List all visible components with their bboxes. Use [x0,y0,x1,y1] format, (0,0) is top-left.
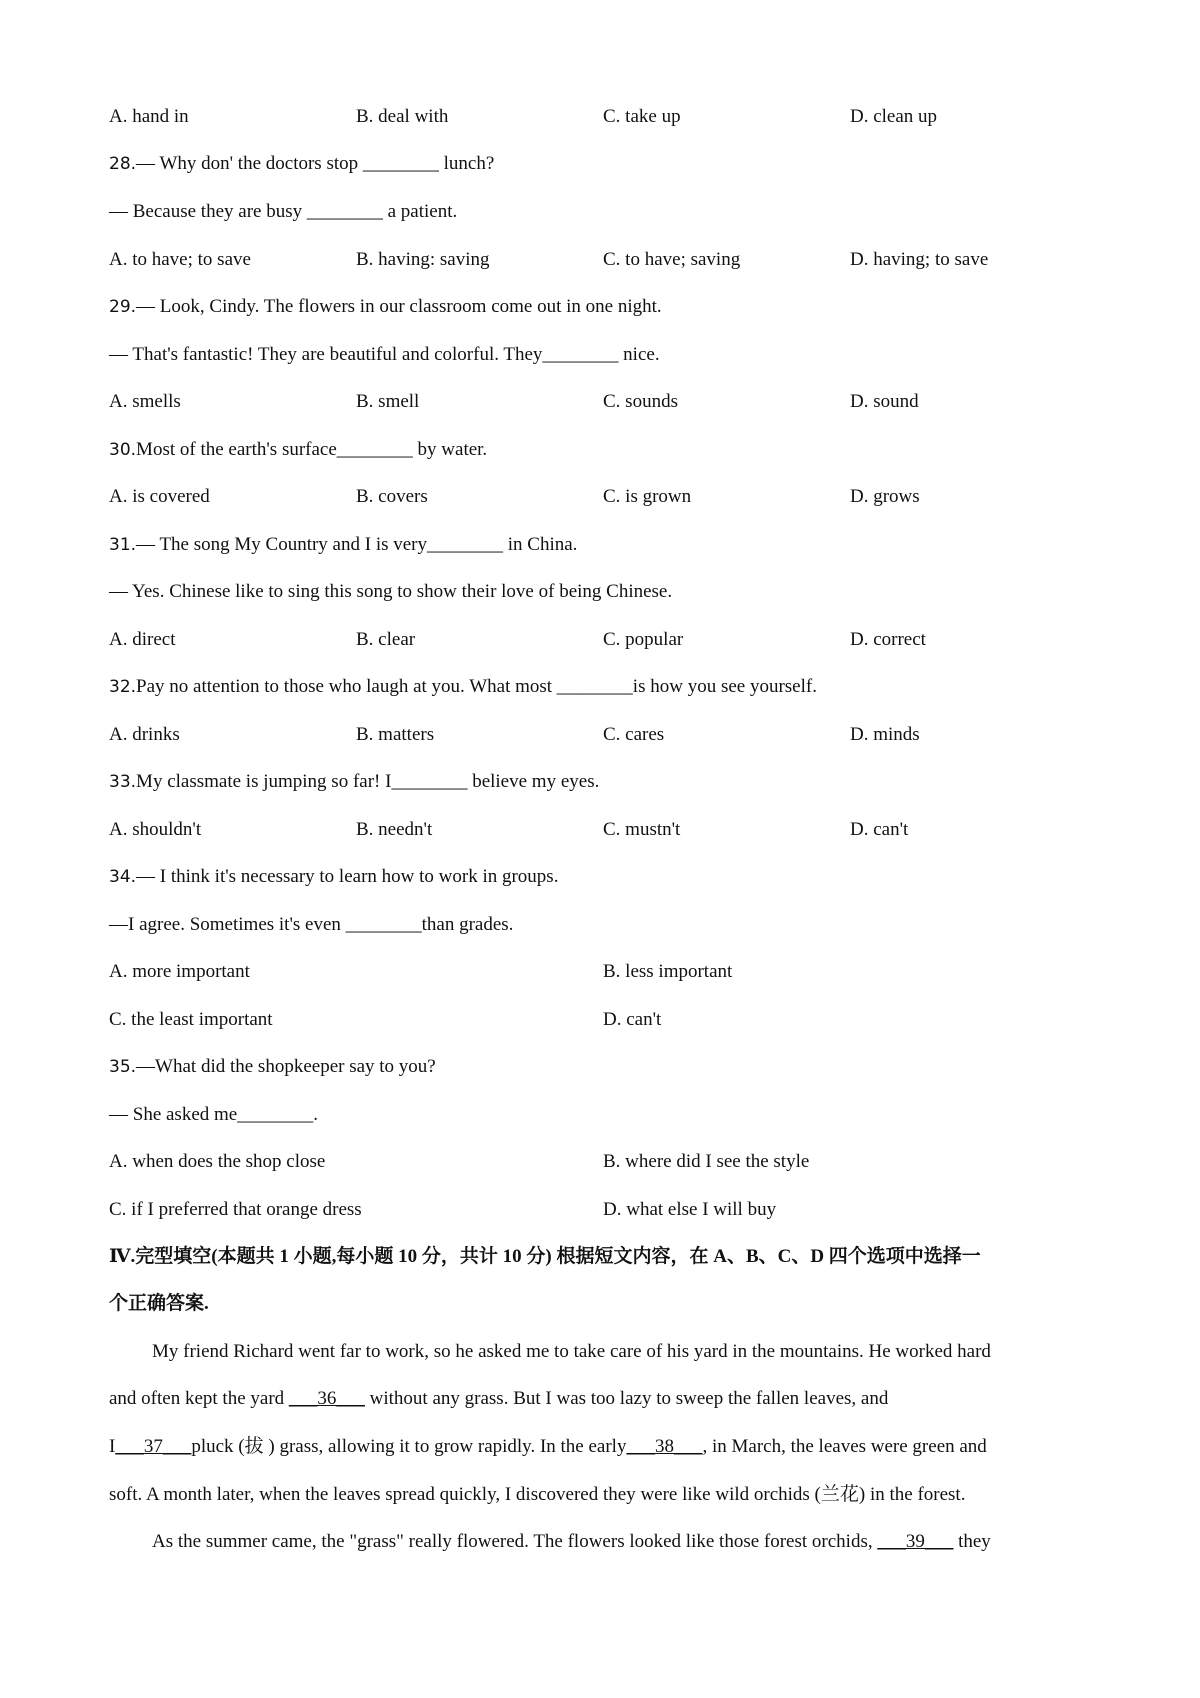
q29-number: 29. [109,297,137,317]
q32-number: 32. [109,677,137,697]
q31-number: 31. [109,535,137,555]
q28-option-b: B. having: saving [356,249,490,270]
q34-option-b: B. less important [603,961,733,982]
section-4-heading: Ⅳ.完型填空(本题共 1 小题,每小题 10 分，共计 10 分) 根据短文内容，在 A、B、C、D 四个选项中选择一 [109,1246,981,1267]
q30-option-a: A. is covered [109,486,210,507]
q31-option-d: D. correct [850,629,926,650]
q32-stem-text: Pay no attention to those who laugh at you. What most ________is how you see yourself. [136,676,817,697]
q29-reply: — That's fantastic! They are beautiful and colorful. They________ nice. [109,344,660,365]
q31-option-c: C. popular [603,629,684,650]
q35-stem [109,1055,436,1079]
blank-37: ___37___ [115,1436,192,1457]
q34-stem [109,865,558,889]
q28-stem [109,152,494,176]
passage-p1-line4: soft. A month later, when the leaves spread quickly, I discovered they were like wild orchids (兰花) in the forest. [109,1484,966,1505]
q29-option-d: D. sound [850,391,919,412]
q32-stem [109,675,817,699]
q35-option-c: C. if I preferred that orange dress [109,1199,362,1220]
q33-option-b: B. needn't [356,819,433,840]
passage-p1-line1: My friend Richard went far to work, so he asked me to take care of his yard in the mountains. He worked hard [152,1341,991,1362]
q30-stem-text: Most of the earth's surface________ by water. [136,439,488,460]
q32-option-c: C. cares [603,724,665,745]
q30-option-b: B. covers [356,486,428,507]
q35-reply: — She asked me________. [109,1104,318,1125]
q34-stem-text: — I think it's necessary to learn how to work in groups. [136,866,559,887]
q27-option-c: C. take up [603,106,681,127]
q28-stem-text: — Why don' the doctors stop ________ lunch? [136,153,495,174]
passage-p2-line1 [152,1530,991,1554]
q35-stem-text: —What did the shopkeeper say to you? [136,1056,436,1077]
q30-option-c: C. is grown [603,486,692,507]
q28-option-c: C. to have; saving [603,249,741,270]
q30-option-d: D. grows [850,486,920,507]
q30-stem [109,438,487,462]
passage-text: As the summer came, the "grass" really flowered. The flowers looked like those forest orchids, [152,1531,878,1552]
q33-option-d: D. can't [850,819,909,840]
q34-number: 34. [109,867,137,887]
q28-option-d: D. having; to save [850,249,989,270]
q29-option-c: C. sounds [603,391,678,412]
blank-39: ___39___ [877,1531,954,1552]
q32-option-a: A. drinks [109,724,180,745]
passage-text: I [109,1436,116,1457]
q31-option-b: B. clear [356,629,416,650]
passage-text: , in March, the leaves were green and [702,1436,987,1457]
q32-option-b: B. matters [356,724,435,745]
q31-stem [109,533,577,557]
q28-option-a: A. to have; to save [109,249,251,270]
q31-stem-text: — The song My Country and I is very________ in China. [136,534,578,555]
q28-number: 28. [109,154,137,174]
blank-38: ___38___ [626,1436,703,1457]
q28-reply: — Because they are busy ________ a patient. [109,201,458,222]
blank-36: ___36___ [288,1388,365,1409]
q34-reply: —I agree. Sometimes it's even ________than grades. [109,914,514,935]
q33-stem-text: My classmate is jumping so far! I________ believe my eyes. [136,771,600,792]
passage-text: pluck (拔 ) grass, allowing it to grow rapidly. In the early [191,1436,627,1457]
q32-option-d: D. minds [850,724,920,745]
q29-option-a: A. smells [109,391,181,412]
passage-text: they [953,1531,991,1552]
q33-option-c: C. mustn't [603,819,681,840]
passage-p1-line2 [109,1387,888,1411]
q31-reply: — Yes. Chinese like to sing this song to show their love of being Chinese. [109,581,673,602]
q34-option-a: A. more important [109,961,250,982]
q27-option-a: A. hand in [109,106,189,127]
q29-stem [109,295,662,319]
section-4-heading-cont: 个正确答案. [109,1293,209,1314]
q29-option-b: B. smell [356,391,420,412]
q33-option-a: A. shouldn't [109,819,202,840]
q27-option-b: B. deal with [356,106,449,127]
q35-option-a: A. when does the shop close [109,1151,326,1172]
passage-text: and often kept the yard [109,1388,289,1409]
q30-number: 30. [109,440,137,460]
q33-number: 33. [109,772,137,792]
q35-option-d: D. what else I will buy [603,1199,777,1220]
q29-stem-text: — Look, Cindy. The flowers in our classroom come out in one night. [136,296,662,317]
q35-number: 35. [109,1057,137,1077]
passage-p1-line3 [109,1435,987,1459]
q34-option-c: C. the least important [109,1009,273,1030]
passage-text: without any grass. But I was too lazy to sweep the fallen leaves, and [364,1388,889,1409]
q31-option-a: A. direct [109,629,176,650]
q35-option-b: B. where did I see the style [603,1151,810,1172]
q33-stem [109,770,599,794]
q27-option-d: D. clean up [850,106,938,127]
q34-option-d: D. can't [603,1009,662,1030]
